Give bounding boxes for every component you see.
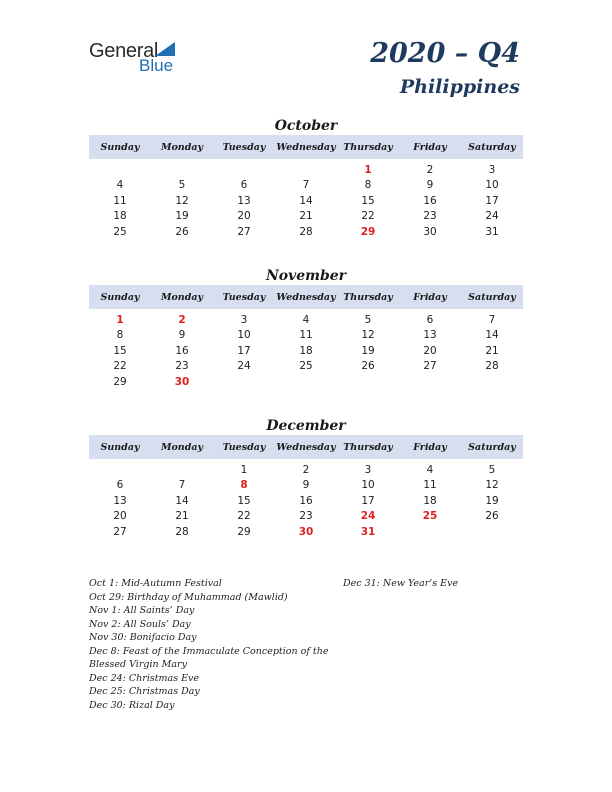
day-cell: 16 (299, 494, 313, 507)
day-cell: 6 (116, 479, 124, 492)
month-name: October (274, 118, 338, 134)
day-cell: 17 (485, 194, 499, 207)
day-cell: 24 (360, 510, 376, 523)
day-cell: 20 (423, 344, 437, 357)
week-row (89, 524, 523, 540)
logo (89, 40, 189, 76)
weekday-label: Wednesday (276, 441, 336, 453)
day-cell: 3 (240, 313, 248, 326)
day-cell: 21 (299, 210, 313, 223)
day-cell: 18 (299, 344, 313, 357)
day-cell: 9 (178, 329, 186, 342)
day-cell: 11 (299, 329, 313, 342)
day-cell: 12 (361, 329, 375, 342)
weekday-header-row (89, 435, 523, 459)
month-name: December (266, 418, 346, 434)
day-cell: 22 (237, 510, 251, 523)
day-cell: 15 (361, 194, 375, 207)
weekday-label: Tuesday (222, 441, 266, 453)
day-cell: 24 (485, 210, 499, 223)
day-cell: 12 (175, 194, 189, 207)
day-cell: 5 (488, 463, 496, 476)
month-calendar-1 (89, 267, 523, 390)
day-cell: 21 (485, 344, 499, 357)
day-cell: 23 (175, 360, 189, 373)
month-name: November (265, 268, 347, 284)
page-subtitle: Philippines (399, 76, 520, 98)
holiday-notes-left (89, 577, 329, 712)
day-cell: 23 (299, 510, 313, 523)
day-cell: 11 (113, 194, 127, 207)
day-cell: 14 (175, 494, 189, 507)
day-cell: 20 (113, 510, 127, 523)
weekday-label: Thursday (343, 291, 393, 303)
day-cell: 3 (488, 163, 496, 176)
day-cell: 15 (237, 494, 251, 507)
weekday-label: Friday (413, 441, 447, 453)
holiday-note: Oct 1: Mid-Autumn Festival (89, 578, 222, 589)
week-row (89, 328, 523, 344)
day-cell: 2 (178, 313, 186, 326)
day-cell: 7 (178, 479, 186, 492)
logo-triangle-icon (155, 42, 175, 56)
day-cell: 8 (240, 479, 248, 492)
day-cell: 1 (364, 163, 372, 176)
day-cell: 10 (361, 479, 375, 492)
holiday-notes-right (343, 577, 523, 591)
weekday-label: Sunday (100, 441, 140, 453)
day-cell: 22 (361, 210, 375, 223)
day-cell: 15 (113, 344, 127, 357)
weekday-label: Thursday (343, 441, 393, 453)
week-row (89, 374, 523, 390)
day-cell: 6 (240, 179, 248, 192)
day-cell: 21 (175, 510, 189, 523)
day-cell: 6 (426, 313, 434, 326)
week-row (89, 478, 523, 494)
day-cell: 10 (485, 179, 499, 192)
day-cell: 14 (299, 194, 313, 207)
day-cell: 2 (426, 163, 434, 176)
week-row (89, 359, 523, 375)
weekday-label: Wednesday (276, 141, 336, 153)
weekday-label: Sunday (100, 141, 140, 153)
day-cell: 5 (178, 179, 186, 192)
logo-blue-text: Blue (139, 56, 174, 75)
day-cell: 13 (237, 194, 251, 207)
holiday-note: Dec 8: Feast of the Immaculate Conception of the (89, 645, 329, 657)
holiday-note: Dec 30: Rizal Day (89, 699, 175, 711)
weekday-label: Saturday (468, 291, 516, 303)
week-row (89, 193, 523, 209)
day-cell: 19 (361, 344, 375, 357)
day-cell: 28 (299, 225, 313, 238)
day-cell: 3 (364, 463, 372, 476)
day-cell: 14 (485, 329, 499, 342)
day-cell: 5 (364, 313, 372, 326)
day-cell: 18 (113, 210, 127, 223)
day-cell: 26 (361, 360, 375, 373)
day-cell: 8 (116, 329, 124, 342)
weekday-label: Saturday (468, 141, 516, 153)
day-cell: 25 (299, 360, 313, 373)
weekday-label: Wednesday (276, 291, 336, 303)
day-cell: 31 (360, 525, 376, 538)
day-cell: 27 (237, 225, 251, 238)
day-cell: 1 (240, 463, 248, 476)
holiday-note: Nov 1: All Saints’ Day (89, 605, 195, 616)
logo-general-text: General (89, 40, 159, 62)
day-cell: 7 (302, 179, 310, 192)
day-cell: 9 (302, 479, 310, 492)
weekday-label: Saturday (468, 441, 516, 453)
day-cell: 30 (174, 375, 190, 388)
day-cell: 29 (360, 225, 376, 238)
day-cell: 20 (237, 210, 251, 223)
week-row (89, 162, 523, 178)
day-cell: 11 (423, 479, 437, 492)
weekday-label: Monday (160, 441, 204, 453)
day-cell: 30 (423, 225, 437, 238)
week-row (89, 224, 523, 240)
day-cell: 4 (426, 463, 434, 476)
day-cell: 25 (113, 225, 127, 238)
day-cell: 8 (364, 179, 372, 192)
day-cell: 29 (113, 375, 127, 388)
day-cell: 4 (116, 179, 124, 192)
holiday-note: Dec 31: New Year’s Eve (343, 578, 459, 589)
day-cell: 4 (302, 313, 310, 326)
weekday-label: Monday (160, 291, 204, 303)
page-title: 2020 – Q4 (370, 38, 520, 69)
week-row (89, 493, 523, 509)
holiday-note: Nov 2: All Souls’ Day (89, 618, 191, 630)
day-cell: 12 (485, 479, 499, 492)
day-cell: 26 (485, 510, 499, 523)
week-row (89, 509, 523, 525)
holiday-note: Blessed Virgin Mary (89, 659, 187, 670)
weekday-label: Thursday (343, 141, 393, 153)
day-cell: 25 (422, 510, 438, 523)
weekday-label: Tuesday (222, 141, 266, 153)
day-cell: 13 (423, 329, 437, 342)
day-cell: 16 (175, 344, 189, 357)
day-cell: 13 (113, 494, 127, 507)
day-cell: 23 (423, 210, 437, 223)
weekday-label: Friday (413, 141, 447, 153)
week-row (89, 312, 523, 328)
weekday-header-row (89, 135, 523, 159)
day-cell: 16 (423, 194, 437, 207)
day-cell: 2 (302, 463, 310, 476)
holiday-note: Dec 25: Christmas Day (89, 686, 200, 697)
weekday-label: Sunday (100, 291, 140, 303)
day-cell: 22 (113, 360, 127, 373)
month-calendar-0 (89, 117, 523, 240)
day-cell: 19 (485, 494, 499, 507)
day-cell: 28 (485, 360, 499, 373)
week-row (89, 209, 523, 225)
day-cell: 10 (237, 329, 251, 342)
day-cell: 1 (116, 313, 124, 326)
holiday-note: Dec 24: Christmas Eve (89, 672, 200, 684)
day-cell: 17 (237, 344, 251, 357)
week-row (89, 343, 523, 359)
day-cell: 19 (175, 210, 189, 223)
day-cell: 31 (485, 225, 499, 238)
day-cell: 28 (175, 525, 189, 538)
day-cell: 27 (113, 525, 127, 538)
holiday-note: Nov 30: Bonifacio Day (89, 632, 197, 643)
week-row (89, 462, 523, 478)
week-row (89, 178, 523, 194)
day-cell: 30 (298, 525, 314, 538)
day-cell: 18 (423, 494, 437, 507)
weekday-label: Friday (413, 291, 447, 303)
holiday-note: Oct 29: Birthday of Muhammad (Mawlid) (89, 591, 288, 603)
day-cell: 29 (237, 525, 251, 538)
day-cell: 26 (175, 225, 189, 238)
day-cell: 9 (426, 179, 434, 192)
day-cell: 24 (237, 360, 251, 373)
day-cell: 17 (361, 494, 375, 507)
day-cell: 7 (488, 313, 496, 326)
weekday-label: Monday (160, 141, 204, 153)
weekday-label: Tuesday (222, 291, 266, 303)
day-cell: 27 (423, 360, 437, 373)
month-calendar-2 (89, 417, 523, 540)
weekday-header-row (89, 285, 523, 309)
